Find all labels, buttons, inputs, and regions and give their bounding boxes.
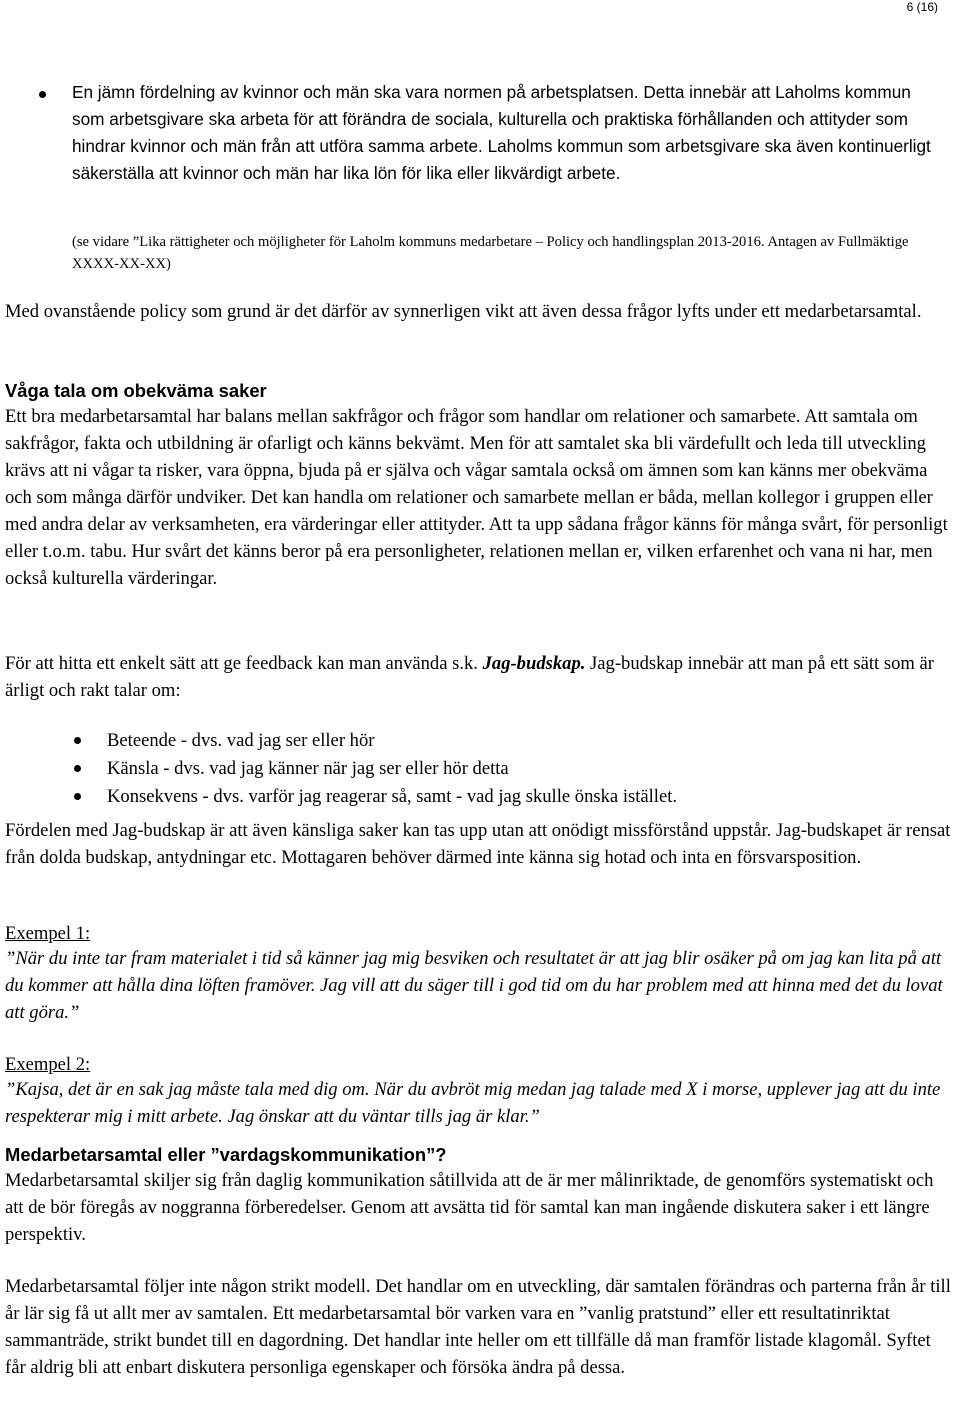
page-number: 6 (16) bbox=[906, 0, 938, 14]
bullet-icon bbox=[74, 765, 81, 772]
list-item-text: Känsla - dvs. vad jag känner när jag ser eller hör detta bbox=[107, 758, 509, 779]
bullet-icon bbox=[74, 737, 81, 744]
jag-budskap-list bbox=[0, 727, 960, 811]
feedback-text-after: Jag-budskap innebär att man på ett sätt som är ärligt och rakt talar om: bbox=[5, 653, 934, 701]
feedback-text-before: För att hitta ett enkelt sätt att ge feedback kan man använda s.k. bbox=[5, 653, 483, 674]
bullet-icon bbox=[39, 91, 46, 98]
bullet-icon bbox=[74, 793, 81, 800]
example-1-text: ”När du inte tar fram materialet i tid så känner jag mig besviken och resultatet är att jag blir osäker på om jag kan lita på att du kommer att hålla dina löften framöver. Jag vill att du säger till i god tid om du har problem med att hinna med det du lovat att göra.” bbox=[5, 948, 943, 1023]
policy-paragraph: Med ovanstående policy som grund är det därför av synnerligen vikt att även dessa frågor lyfts under ett medarbetarsamtal. bbox=[5, 301, 922, 322]
list-item bbox=[0, 755, 960, 783]
example-2-label: Exempel 2: bbox=[5, 1054, 91, 1075]
list-item-text: Konsekvens - dvs. varför jag reagerar så, samt - vad jag skulle önska istället. bbox=[107, 786, 678, 807]
list-item-text: Beteende - dvs. vad jag ser eller hör bbox=[107, 730, 375, 751]
section-heading-obekvama: Våga tala om obekväma saker bbox=[5, 380, 267, 401]
list-item bbox=[0, 727, 960, 755]
feedback-term: Jag-budskap. bbox=[482, 653, 586, 674]
section-heading-vardagskommunikation: Medarbetarsamtal eller ”vardagskommunikation”? bbox=[5, 1144, 447, 1165]
section-body-obekvama: Ett bra medarbetarsamtal har balans mellan sakfrågor och frågor som handlar om relationer och samarbete. Att samtala om sakfrågor, fakta och utbildning är ofarligt och känns bekvämt. Men för att samtalet ska bli värdefullt och leda till utveckling krävs att ni vågar ta risker, vara öppna, bjuda på er själva och vågar samtala också om ämnen som kan känns mer obekväma och som många därför undviker. Det kan handla om relationer och samarbete mellan er båda, mellan kollegor i gruppen eller med andra delar av verksamheten, era värderingar eller attityder. Att ta upp sådana frågor känns för många svårt, för personligt eller t.o.m. tabu. Hur svårt det känns beror på era personligheter, relationen mellan er, vilken erfarenhet och vana ni har, men också kulturella värderingar. bbox=[5, 406, 948, 589]
example-2-text: ”Kajsa, det är en sak jag måste tala med dig om. När du avbröt mig medan jag talade med X i morse, upplever jag att du inte respekterar mig i mitt arbete. Jag önskar att du väntar tills jag är klar.” bbox=[5, 1079, 941, 1127]
section-body-vardagskommunikation-2: Medarbetarsamtal följer inte någon strikt modell. Det handlar om en utveckling, där samtalen förändras och parterna från år till år lär sig få ut allt mer av samtalen. Ett medarbetarsamtal bör varken vara en ”vanlig pratstund” eller ett resultatinriktat sammanträde, strikt bundet till en dagordning. Det handlar inte heller om ett tillfälle då man framför listade klagomål. Syftet får aldrig bli att enbart diskutera personliga egenskaper och försöka ändra på dessa. bbox=[5, 1276, 951, 1378]
example-1-label: Exempel 1: bbox=[5, 923, 91, 944]
list-item bbox=[0, 783, 960, 811]
advantage-paragraph: Fördelen med Jag-budskap är att även känsliga saker kan tas upp utan att onödigt missförstånd uppstår. Jag-budskapet är rensat från dolda budskap, antydningar etc. Mottagaren behöver därmed inte känna sig hotad och inta en försvarsposition. bbox=[5, 820, 951, 868]
section-body-vardagskommunikation-1: Medarbetarsamtal skiljer sig från daglig kommunikation såtillvida att de är mer målinriktade, de genomförs systematiskt och att de bör föregås av noggranna förberedelser. Genom att avsätta tid för samtal kan man ingående diskutera saker i ett längre perspektiv. bbox=[5, 1170, 934, 1245]
intro-bullet-text: En jämn fördelning av kvinnor och män ska vara normen på arbetsplatsen. Detta innebär att Laholms kommun som arbetsgivare ska arbeta för att förändra de sociala, kulturella och praktiska förhållanden och attityder som hindrar kvinnor och män från att utföra samma arbete. Laholms kommun som arbetsgivare ska även kontinuerligt säkerställa att kvinnor och män har lika lön för lika eller likvärdigt arbete. bbox=[72, 82, 931, 183]
reference-note: (se vidare ”Lika rättigheter och möjligheter för Laholm kommuns medarbetare – Policy och handlingsplan 2013-2016. Antagen av Fullmäktige XXXX-XX-XX) bbox=[72, 234, 909, 272]
feedback-paragraph bbox=[5, 650, 955, 704]
